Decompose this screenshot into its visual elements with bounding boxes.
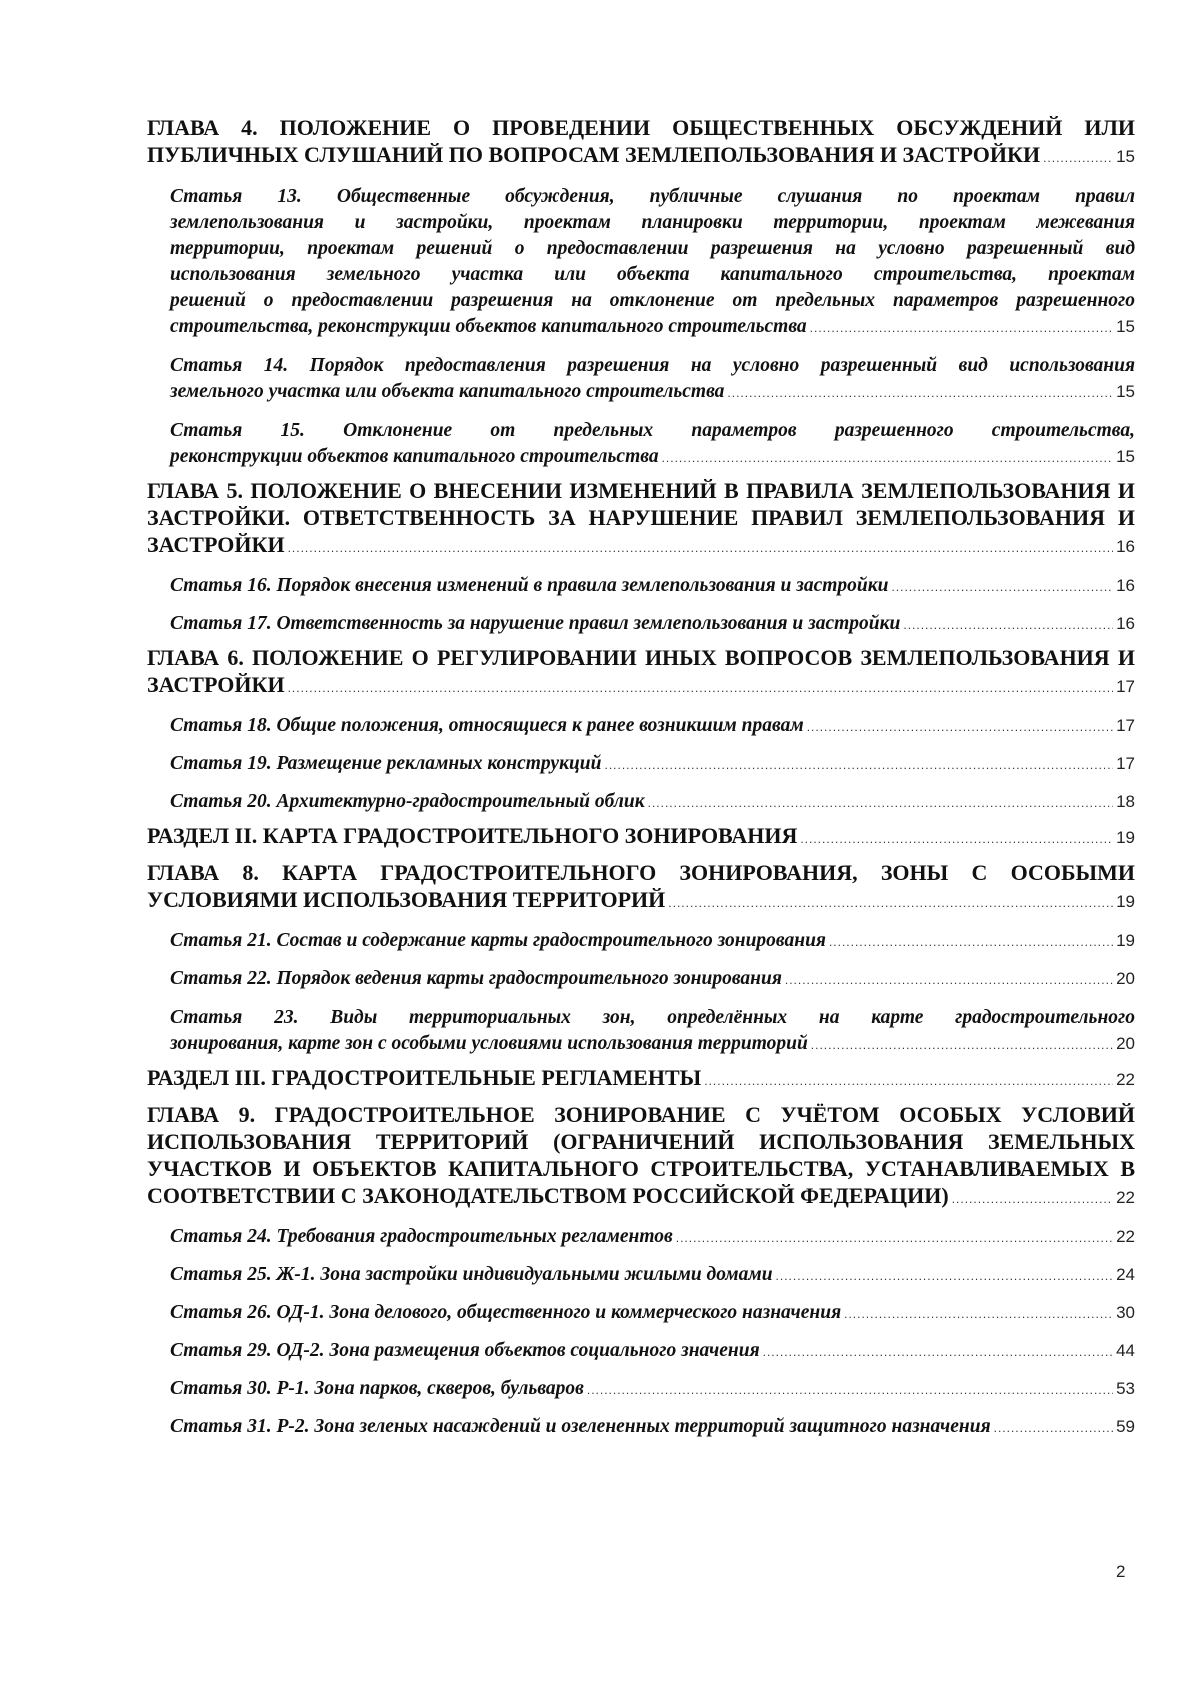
toc-page-number: 15 — [1116, 382, 1135, 401]
dot-leader — [776, 1263, 1114, 1289]
dot-leader — [704, 1068, 1113, 1095]
toc-entry-last-line — [170, 789, 1135, 816]
toc-page-number: 44 — [1116, 1341, 1135, 1360]
dot-leader — [662, 445, 1114, 471]
toc-page-number: 17 — [1116, 677, 1135, 696]
toc-page-number: 53 — [1116, 1379, 1135, 1398]
toc-page-number: 15 — [1116, 147, 1135, 166]
toc-page-number: 22 — [1116, 1227, 1135, 1246]
toc-entry-last-line — [147, 531, 1135, 562]
toc-entry-line: Статья 23. Виды территориальных зон, определённых на карте градостроительного — [170, 1007, 1135, 1028]
toc-entry-line: Статья 13. Общественные обсуждения, публичные слушания по проектам правил — [170, 186, 1135, 207]
toc-entry-last-line — [170, 1338, 1135, 1365]
toc-entry-title: Статья 24. Требования градостроительных регламентов — [170, 1226, 673, 1247]
toc-entry-line: использования земельного участка или объекта капитального строительства, проектам — [170, 264, 1135, 285]
dot-leader — [829, 929, 1113, 955]
toc-entry-title: реконструкции объектов капитального строительства — [170, 446, 659, 467]
toc-chapter-entry[interactable] — [147, 644, 1135, 702]
dot-leader — [903, 612, 1113, 638]
dot-leader — [844, 1301, 1113, 1327]
page-number: 2 — [1116, 1562, 1126, 1581]
dot-leader — [807, 714, 1113, 740]
toc-entry-title: Статья 20. Архитектурно-градостроительный облик — [170, 791, 645, 812]
toc-article-entry[interactable] — [170, 573, 1135, 600]
table-of-contents — [147, 108, 1135, 1441]
toc-entry-title: ЗАСТРОЙКИ — [147, 532, 285, 557]
dot-leader — [605, 752, 1114, 778]
toc-entry-last-line — [147, 822, 1135, 853]
toc-article-entry[interactable] — [170, 928, 1135, 955]
toc-entry-last-line — [170, 611, 1135, 638]
toc-entry-title: ПУБЛИЧНЫХ СЛУШАНИЙ ПО ВОПРОСАМ ЗЕМЛЕПОЛЬЗОВАНИЯ И ЗАСТРОЙКИ — [147, 142, 1041, 167]
dot-leader — [727, 380, 1113, 406]
toc-entry-last-line — [147, 1182, 1135, 1213]
toc-article-entry[interactable] — [170, 1338, 1135, 1365]
toc-entry-last-line — [170, 1376, 1135, 1403]
dot-leader — [891, 574, 1113, 600]
toc-entry-line: УЧАСТКОВ И ОБЪЕКТОВ КАПИТАЛЬНОГО СТРОИТЕЛЬСТВА, УСТАНАВЛИВАЕМЫХ В — [147, 1156, 1135, 1181]
toc-page-number: 17 — [1116, 754, 1135, 773]
toc-page-number: 17 — [1116, 716, 1135, 735]
toc-article-entry[interactable] — [170, 1262, 1135, 1289]
toc-entry-title: земельного участка или объекта капитального строительства — [170, 381, 725, 402]
toc-entry-last-line — [170, 1300, 1135, 1327]
toc-page-number: 16 — [1116, 576, 1135, 595]
toc-entry-line: Статья 14. Порядок предоставления разрешения на условно разрешенный вид использования — [170, 355, 1135, 376]
toc-entry-line: ЗАСТРОЙКИ. ОТВЕТСТВЕННОСТЬ ЗА НАРУШЕНИЕ ПРАВИЛ ЗЕМЛЕПОЛЬЗОВАНИЯ И — [147, 505, 1135, 530]
toc-entry-title: Статья 18. Общие положения, относящиеся к ранее возникшим правам — [170, 715, 804, 736]
toc-entry-last-line — [147, 671, 1135, 702]
dot-leader — [785, 967, 1113, 993]
toc-article-entry[interactable] — [170, 966, 1135, 993]
toc-entry-title: Статья 31. Р-2. Зона зеленых насаждений и озелененных территорий защитного назначения — [170, 1416, 991, 1437]
toc-chapter-entry[interactable] — [147, 114, 1135, 172]
toc-entry-title: РАЗДЕЛ II. КАРТА ГРАДОСТРОИТЕЛЬНОГО ЗОНИРОВАНИЯ — [147, 823, 798, 848]
toc-article-entry[interactable] — [170, 1376, 1135, 1403]
toc-page-number: 20 — [1116, 969, 1135, 988]
dot-leader — [587, 1377, 1113, 1403]
toc-entry-last-line — [170, 1224, 1135, 1251]
toc-page-number: 19 — [1116, 828, 1135, 847]
toc-page-number: 22 — [1116, 1070, 1135, 1089]
toc-page-number: 19 — [1116, 931, 1135, 950]
toc-entry-line: ГЛАВА 5. ПОЛОЖЕНИЕ О ВНЕСЕНИИ ИЗМЕНЕНИЙ В ПРАВИЛА ЗЕМЛЕПОЛЬЗОВАНИЯ И — [147, 478, 1135, 503]
dot-leader — [810, 315, 1113, 341]
toc-page-number: 20 — [1116, 1034, 1135, 1053]
toc-entry-title: строительства, реконструкции объектов капитального строительства — [170, 316, 807, 337]
dot-leader — [676, 1225, 1113, 1251]
toc-article-entry[interactable] — [170, 1300, 1135, 1327]
toc-entry-line: решений о предоставлении разрешения на отклонение от предельных параметров разрешенного — [170, 290, 1135, 311]
toc-entry-title: Статья 29. ОД-2. Зона размещения объектов социального значения — [170, 1340, 760, 1361]
toc-entry-line: ГЛАВА 9. ГРАДОСТРОИТЕЛЬНОЕ ЗОНИРОВАНИЕ С УЧЁТОМ ОСОБЫХ УСЛОВИЙ — [147, 1102, 1135, 1127]
toc-entry-last-line — [170, 379, 1135, 406]
dot-leader — [763, 1339, 1113, 1365]
toc-entry-last-line — [170, 1414, 1135, 1441]
toc-page-number: 59 — [1116, 1417, 1135, 1436]
toc-article-entry[interactable] — [170, 751, 1135, 778]
toc-entry-title: Статья 19. Размещение рекламных конструкций — [170, 753, 602, 774]
toc-chapter-entry[interactable] — [147, 477, 1135, 562]
dot-leader — [952, 1186, 1113, 1213]
toc-entry-last-line — [170, 1262, 1135, 1289]
dot-leader — [288, 535, 1114, 562]
toc-entry-last-line — [170, 573, 1135, 600]
toc-page-number: 16 — [1116, 537, 1135, 556]
toc-chapter-entry[interactable] — [147, 1101, 1135, 1213]
dot-leader — [1043, 145, 1113, 172]
dot-leader — [994, 1415, 1113, 1441]
toc-entry-title: Статья 16. Порядок внесения изменений в правила землепользования и застройки — [170, 575, 889, 596]
toc-entry-last-line — [170, 713, 1135, 740]
toc-article-entry[interactable] — [170, 1414, 1135, 1441]
toc-entry-last-line — [170, 928, 1135, 955]
toc-article-entry[interactable] — [170, 184, 1135, 341]
toc-article-entry[interactable] — [170, 789, 1135, 816]
toc-chapter-entry[interactable] — [147, 1064, 1135, 1095]
toc-entry-last-line — [170, 444, 1135, 471]
toc-entry-last-line — [147, 886, 1135, 917]
toc-entry-title: РАЗДЕЛ III. ГРАДОСТРОИТЕЛЬНЫЕ РЕГЛАМЕНТЫ — [147, 1065, 702, 1090]
toc-entry-line: Статья 15. Отклонение от предельных параметров разрешенного строительства, — [170, 420, 1135, 441]
toc-entry-line: ГЛАВА 6. ПОЛОЖЕНИЕ О РЕГУЛИРОВАНИИ ИНЫХ ВОПРОСОВ ЗЕМЛЕПОЛЬЗОВАНИЯ И — [147, 645, 1135, 670]
toc-page-number: 16 — [1116, 614, 1135, 633]
toc-page-number: 30 — [1116, 1303, 1135, 1322]
dot-leader — [800, 826, 1113, 853]
toc-entry-title: УСЛОВИЯМИ ИСПОЛЬЗОВАНИЯ ТЕРРИТОРИЙ — [147, 887, 666, 912]
toc-page-number: 15 — [1116, 317, 1135, 336]
toc-entry-title: Статья 30. Р-1. Зона парков, скверов, бульваров — [170, 1378, 584, 1399]
dot-leader — [668, 890, 1113, 917]
toc-entry-title: СООТВЕТСТВИИ С ЗАКОНОДАТЕЛЬСТВОМ РОССИЙСКОЙ ФЕДЕРАЦИИ) — [147, 1183, 949, 1208]
toc-page-number: 15 — [1116, 447, 1135, 466]
toc-entry-title: Статья 26. ОД-1. Зона делового, общественного и коммерческого назначения — [170, 1302, 842, 1323]
toc-article-entry[interactable] — [170, 713, 1135, 740]
toc-entry-title: зонирования, карте зон с особыми условиями использования территорий — [170, 1033, 808, 1054]
toc-entry-last-line — [147, 141, 1135, 172]
toc-entry-line: ГЛАВА 4. ПОЛОЖЕНИЕ О ПРОВЕДЕНИИ ОБЩЕСТВЕННЫХ ОБСУЖДЕНИЙ ИЛИ — [147, 115, 1135, 140]
toc-chapter-entry[interactable] — [147, 822, 1135, 853]
toc-entry-title: Статья 25. Ж-1. Зона застройки индивидуальными жилыми домами — [170, 1264, 773, 1285]
toc-entry-last-line — [170, 314, 1135, 341]
dot-leader — [288, 675, 1114, 702]
toc-page-number: 24 — [1116, 1265, 1135, 1284]
toc-entry-title: Статья 21. Состав и содержание карты градостроительного зонирования — [170, 930, 826, 951]
toc-page-number: 19 — [1116, 892, 1135, 911]
toc-entry-last-line — [147, 1064, 1135, 1095]
toc-entry-line: ИСПОЛЬЗОВАНИЯ ТЕРРИТОРИЙ (ОГРАНИЧЕНИЙ ИСПОЛЬЗОВАНИЯ ЗЕМЕЛЬНЫХ — [147, 1129, 1135, 1154]
toc-entry-line: землепользования и застройки, проектам планировки территории, проектам межевания — [170, 212, 1135, 233]
toc-entry-title: Статья 17. Ответственность за нарушение правил землепользования и застройки — [170, 613, 901, 634]
toc-entry-last-line — [170, 751, 1135, 778]
dot-leader — [648, 790, 1113, 816]
toc-entry-line: ГЛАВА 8. КАРТА ГРАДОСТРОИТЕЛЬНОГО ЗОНИРОВАНИЯ, ЗОНЫ С ОСОБЫМИ — [147, 860, 1135, 885]
toc-article-entry[interactable] — [170, 611, 1135, 638]
dot-leader — [811, 1032, 1113, 1058]
toc-page-number: 18 — [1116, 792, 1135, 811]
toc-entry-line: территории, проектам решений о предоставлении разрешения на условно разрешенный вид — [170, 238, 1135, 259]
toc-entry-last-line — [170, 966, 1135, 993]
toc-entry-title: Статья 22. Порядок ведения карты градостроительного зонирования — [170, 968, 782, 989]
toc-article-entry[interactable] — [170, 353, 1135, 406]
toc-page-number: 22 — [1116, 1188, 1135, 1207]
toc-entry-last-line — [170, 1031, 1135, 1058]
toc-article-entry[interactable] — [170, 1224, 1135, 1251]
toc-article-entry[interactable] — [170, 418, 1135, 471]
toc-chapter-entry[interactable] — [147, 859, 1135, 917]
toc-article-entry[interactable] — [170, 1005, 1135, 1058]
toc-entry-title: ЗАСТРОЙКИ — [147, 672, 285, 697]
